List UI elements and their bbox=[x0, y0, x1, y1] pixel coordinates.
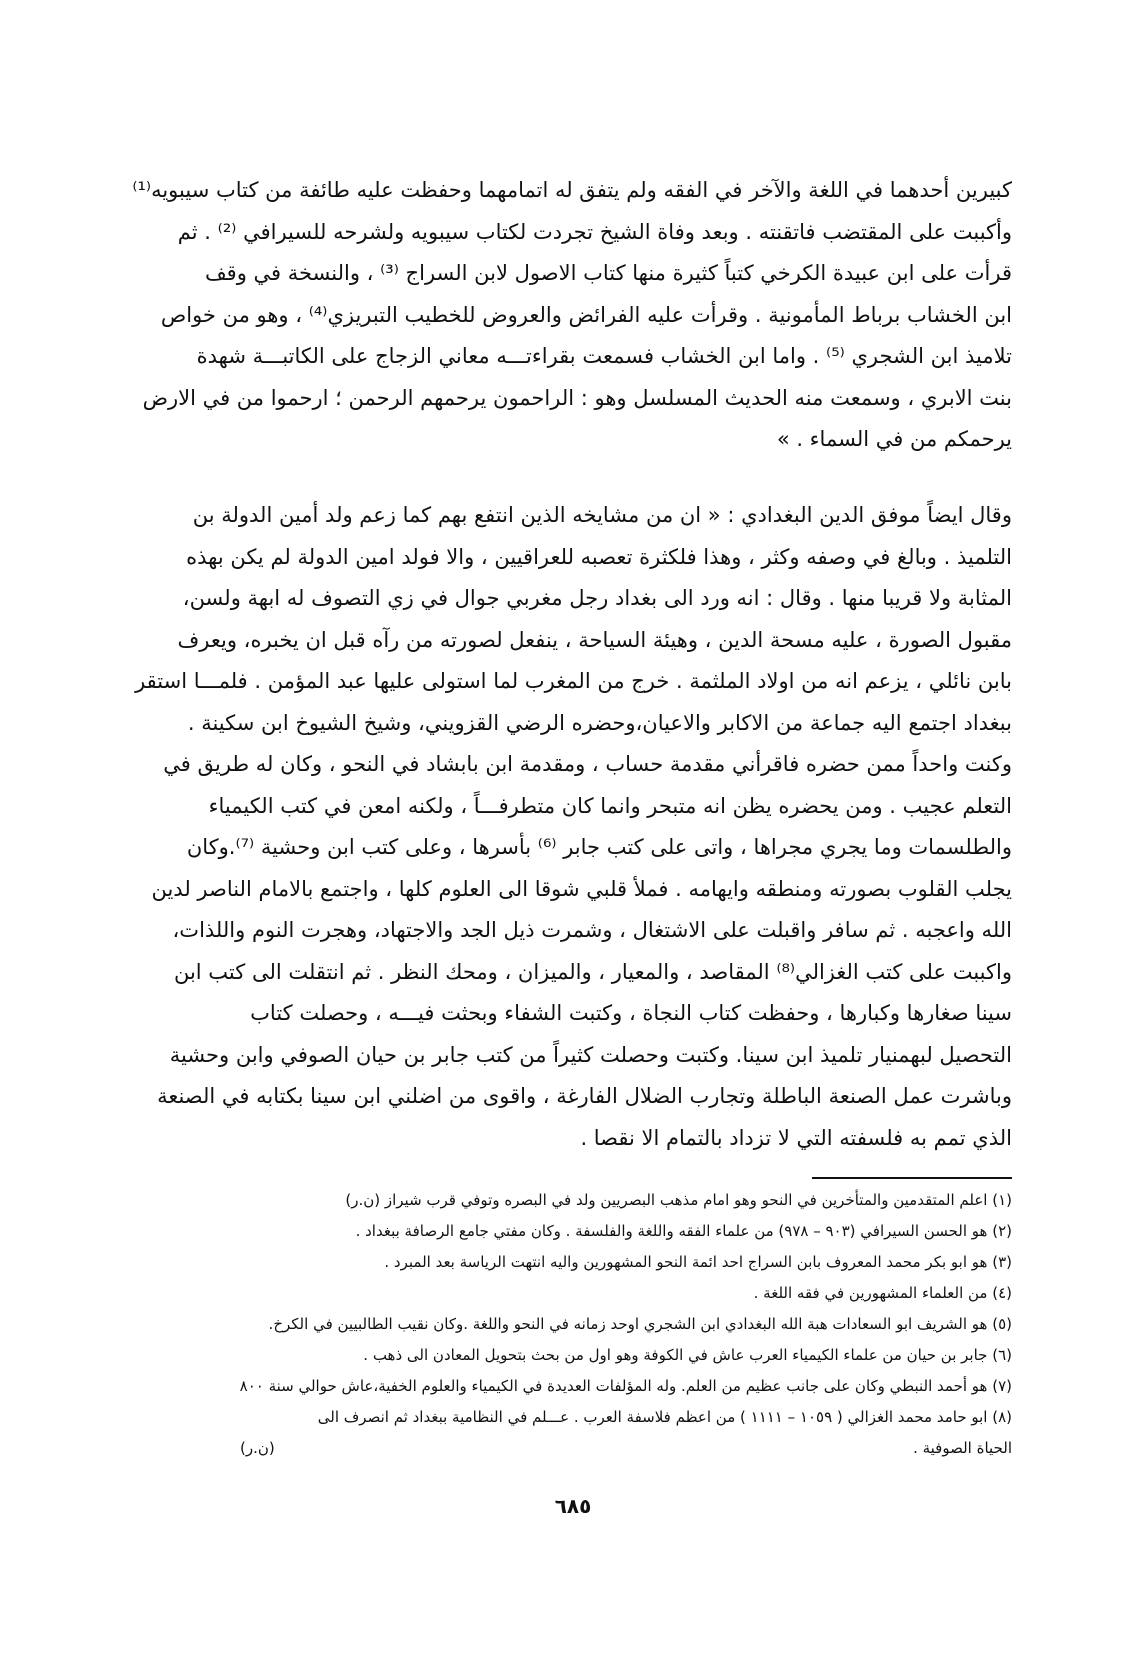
text-line: ابن الخشاب برباط المأمونية . وقرأت عليه الفرائض والعروض للخطيب التبريزي⁽⁴⁾ ، وهو من خواص bbox=[160, 302, 1012, 327]
paragraph-2 bbox=[135, 495, 1012, 1159]
footnotes bbox=[130, 1185, 1012, 1464]
text-line: والطلسمات وما يجري مجراها ، واتى على كتب جابر ⁽⁶⁾ بأسرها ، وعلى كتب ابن وحشية ⁽⁷⁾.وكان bbox=[186, 835, 1012, 859]
footnote-7: (٧) هو أحمد النبطي وكان على جانب عظيم من العلم. وله المؤلفات العديدة في الكيمياء والعلوم الخفية،عاش حوالي سنة ٨٠٠ bbox=[239, 1377, 1012, 1395]
text-line: وأكببت على المقتضب فاتقنته . وبعد وفاة الشيخ تجردت لكتاب سيبويه ولشرحه للسيرافي ⁽²⁾ . ثم bbox=[177, 219, 1012, 244]
text-line: مقبول الصورة ، عليه مسحة الدين ، وهيئة السياحة ، ينفعل لصورته من رآه قبل ان يخبره، ويعرف bbox=[177, 627, 1012, 652]
text-line: بنت الابري ، وسمعت منه الحديث المسلسل وهو : الراحمون يرحمهم الرحمن ؛ ارحموا من في الارض bbox=[142, 385, 1012, 410]
footnote-8-end-text: الحياة الصوفية . bbox=[913, 1439, 1012, 1457]
text-line: الذي تمم به فلسفته التي لا تزداد بالتمام الا نقصا . bbox=[580, 1125, 1012, 1150]
text-line: التلميذ . وبالغ في وصفه وكثر ، وهذا فلكثرة تعصبه للعراقيين ، والا فولد امين الدولة لم يكن بهذه bbox=[186, 544, 1012, 569]
text-line: يجلب القلوب بصورته ومنطقه وايهامه . فملأ قلبي شوقا الى العلوم كلها ، واجتمع بالامام الناصر لدين bbox=[151, 876, 1012, 901]
text-line: يرحمكم من في السماء . » bbox=[776, 427, 1012, 451]
text-line: كبيرين أحدهما في اللغة والآخر في الفقه ولم يتفق له اتمامهما وحفظت عليه طائفة من كتاب سيبويه⁽¹⁾ bbox=[132, 178, 1012, 202]
text-line: وقال ايضاً موفق الدين البغدادي : « ان من مشايخه الذين انتفع بهم كما زعم ولد أمين الدولة بن bbox=[192, 503, 1012, 527]
text-line: واكببت على كتب الغزالي⁽⁸⁾ المقاصد ، والمعيار ، والميزان ، ومحك النظر . ثم انتقلت الى كتب ابن bbox=[173, 959, 1012, 984]
text-line: وكنت واحداً ممن حضره فاقرأني مقدمة حساب ، ومقدمة ابن بابشاد في النحو ، وكان له طريق في bbox=[163, 752, 1012, 776]
text-line: سينا صغارها وكبارها ، وحفظت كتاب النجاة ، وكتبت الشفاء وبحثت فيـــه ، وحصلت كتاب bbox=[250, 1001, 1012, 1025]
text-line: التحصيل لبهمنيار تلميذ ابن سينا. وكتبت وحصلت كثيراً من كتب جابر بن حيان الصوفي وابن وحشية bbox=[169, 1042, 1012, 1067]
text-line: قرأت على ابن عبيدة الكرخي كتباً كثيرة منها كتاب الاصول لابن السراج ⁽³⁾ ، والنسخة في وقف bbox=[204, 261, 1012, 285]
text-line: وباشرت عمل الصنعة الباطلة وتجارب الضلال الفارغة ، واقوى من اضلني ابن سينا بكتابه في الصنعة bbox=[157, 1084, 1012, 1108]
page-number: ٦٨٥ bbox=[554, 1494, 592, 1518]
paragraph-1 bbox=[132, 170, 1012, 461]
text-line: بابن نائلي ، يزعم انه من اولاد الملثمة . خرج من المغرب لما استولى عليها عبد المؤمن . فلمـــا استقر bbox=[135, 669, 1012, 693]
footnote-5: (٥) هو الشريف ابو السعادات هبة الله البغدادي ابن الشجري اوحد زمانه في النحو واللغة .وكان نقيب الطالبيين في الكرخ. bbox=[268, 1315, 1012, 1333]
footnote-6: (٦) جابر بن حيان من علماء الكيمياء العرب عاش في الكوفة وهو اول من بحث بتحويل المعادن الى ذهب . bbox=[363, 1346, 1012, 1364]
footnote-1: (١) اعلم المتقدمين والمتأخرين في النحو وهو امام مذهب البصريين ولد في البصره وتوفي قرب شيراز (ن.ر) bbox=[345, 1191, 1012, 1209]
text-line: الله واعجبه . ثم سافر واقبلت على الاشتغال ، وشمرت ذيل الجد والاجتهاد، وهجرت النوم واللذات، bbox=[172, 918, 1012, 942]
footnote-3: (٣) هو ابو بكر محمد المعروف بابن السراج احد ائمة النحو المشهورين واليه انتهت الرياسة بعد المبرد . bbox=[384, 1253, 1012, 1271]
text-line: التعلم عجيب . ومن يحضره يظن انه متبحر وانما كان متطرفـــاً ، ولكنه امعن في كتب الكيمياء bbox=[208, 793, 1012, 818]
text-line: المثابة ولا قريبا منها . وقال : انه ورد الى بغداد رجل مغربي جوال في زي التصوف له ابهة ولسن، bbox=[182, 586, 1012, 610]
footnote-4: (٤) من العلماء المشهورين في فقه اللغة . bbox=[753, 1284, 1012, 1302]
footnote-signature: (ن.ر) bbox=[240, 1439, 275, 1457]
footnote-8-continuation bbox=[130, 1433, 1012, 1464]
text-line: تلاميذ ابن الشجري ⁽⁵⁾ . واما ابن الخشاب فسمعت بقراءتـــه معاني الزجاج على الكاتبـــة شهدة bbox=[196, 344, 1012, 368]
footnote-2: (٢) هو الحسن السيرافي (٩٠٣ – ٩٧٨) من علماء الفقه واللغة والفلسفة . وكان مفتي جامع الرصافة ببغداد . bbox=[355, 1222, 1012, 1240]
footnote-8: (٨) ابو حامد محمد الغزالي ( ١٠٥٩ – ١١١١ ) من اعظم فلاسفة العرب . عـــلم في النظامية ببغداد ثم انصرف الى bbox=[317, 1408, 1012, 1426]
footnote-divider bbox=[812, 1177, 1012, 1179]
text-line: ببغداد اجتمع اليه جماعة من الاكابر والاعيان،وحضره الرضي القزويني، وشيخ الشيوخ ابن سكينة . bbox=[187, 710, 1012, 735]
